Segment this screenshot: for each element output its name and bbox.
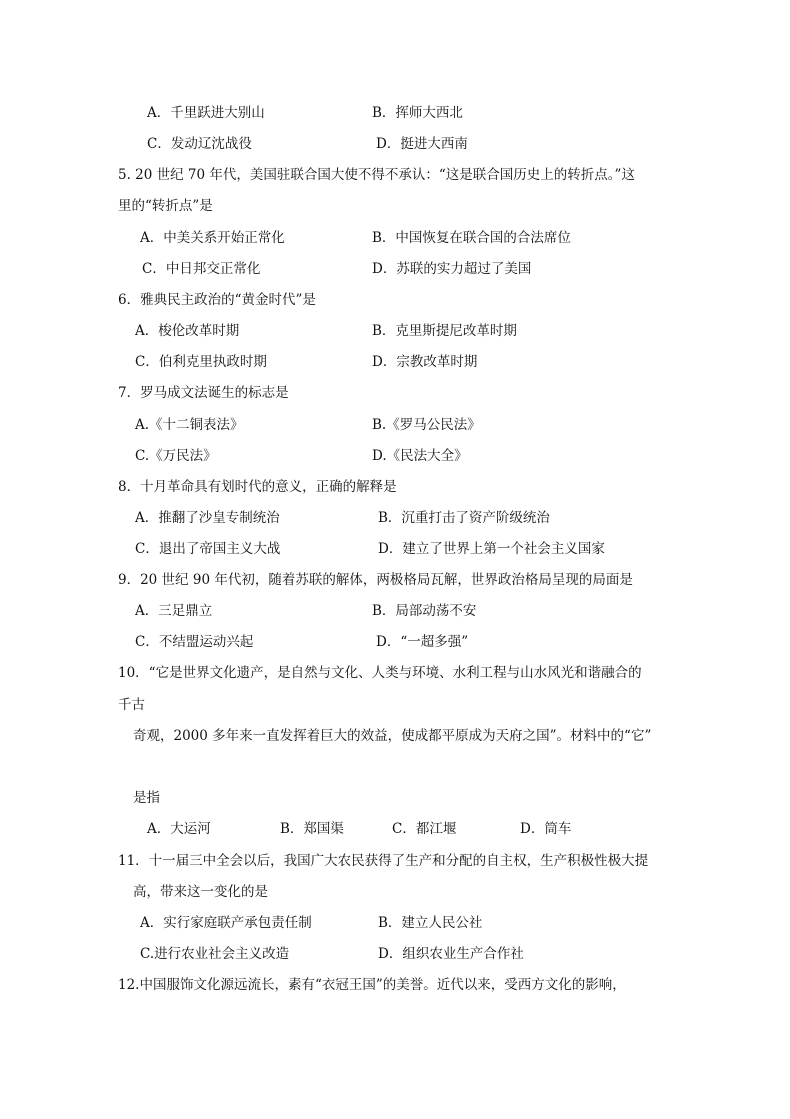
q8-option-b: B．沉重打击了资产阶级统治 [378,510,550,526]
q9-option-d: D．“一超多强” [376,634,469,650]
q5-option-d: D．苏联的实力超过了美国 [372,261,532,277]
q4-option-c: C．发动辽沈战役 [147,136,252,152]
q10-stem-line1: 10．“它是世界文化遗产，是自然与文化、人类与环境、水利工程与山水风光和谐融合的 [118,665,642,681]
q10-option-a: A．大运河 [147,821,211,837]
q10-option-d: D．筒车 [520,821,572,837]
q8-stem: 8．十月革命具有划时代的意义，正确的解释是 [118,479,397,495]
q6-option-b: B．克里斯提尼改革时期 [372,323,517,339]
q10-stem-line4: 是指 [133,790,160,806]
q8-option-d: D．建立了世界上第一个社会主义国家 [378,541,605,557]
q5-option-a: A．中美关系开始正常化 [140,230,285,246]
q8-option-a: A．推翻了沙皇专制统治 [135,510,280,526]
q5-stem-line1: 5. 20 世纪 70 年代，美国驻联合国大使不得不承认：“这是联合国历史上的转折点。”这 [118,167,635,183]
q8-option-c: C．退出了帝国主义大战 [135,541,281,557]
q5-option-c: C．中日邦交正常化 [142,261,261,277]
q6-option-d: D．宗教改革时期 [372,354,478,370]
q7-option-d: D.《民法大全》 [372,448,468,464]
q11-option-d: D．组织农业生产合作社 [378,946,524,962]
q6-option-c: C．伯利克里执政时期 [135,354,267,370]
q4-option-b: B．挥师大西北 [372,105,463,121]
q9-option-b: B．局部动荡不安 [372,603,477,619]
q9-option-a: A．三足鼎立 [135,603,213,619]
q10-option-b: B．郑国渠 [280,821,344,837]
q7-option-c: C.《万民法》 [135,448,217,464]
q9-option-c: C．不结盟运动兴起 [135,634,254,650]
q7-stem: 7．罗马成文法诞生的标志是 [118,385,289,401]
q11-option-c: C.进行农业社会主义改造 [140,946,290,962]
q9-stem: 9．20 世纪 90 年代初，随着苏联的解体，两极格局瓦解，世界政治格局呈现的局面是 [118,572,633,588]
q5-option-b: B．中国恢复在联合国的合法席位 [372,230,571,246]
q10-option-c: C．都江堰 [392,821,457,837]
q12-stem-line1: 12.中国服饰文化源远流长，素有“衣冠王国”的美誉。近代以来，受西方文化的影响， [118,977,626,993]
q6-stem: 6．雅典民主政治的“黄金时代”是 [118,292,316,308]
q11-stem-line2: 高，带来这一变化的是 [133,884,268,900]
q11-option-a: A．实行家庭联产承包责任制 [140,915,312,931]
q10-stem-line3: 奇观，2000 多年来一直发挥着巨大的效益，使成都平原成为天府之国”。材料中的“它” [133,728,652,744]
q11-stem-line1: 11．十一届三中全会以后，我国广大农民获得了生产和分配的自主权，生产积极性极大提 [118,853,649,869]
q10-stem-line2: 千古 [118,697,145,713]
q4-option-d: D．挺进大西南 [376,136,468,152]
q5-stem-line2: 里的“转折点”是 [118,198,213,214]
q11-option-b: B．建立人民公社 [378,915,483,931]
q4-option-a: A．千里跃进大别山 [147,105,265,121]
q7-option-a: A.《十二铜表法》 [135,417,244,433]
q7-option-b: B.《罗马公民法》 [372,417,481,433]
q6-option-a: A．梭伦改革时期 [135,323,240,339]
